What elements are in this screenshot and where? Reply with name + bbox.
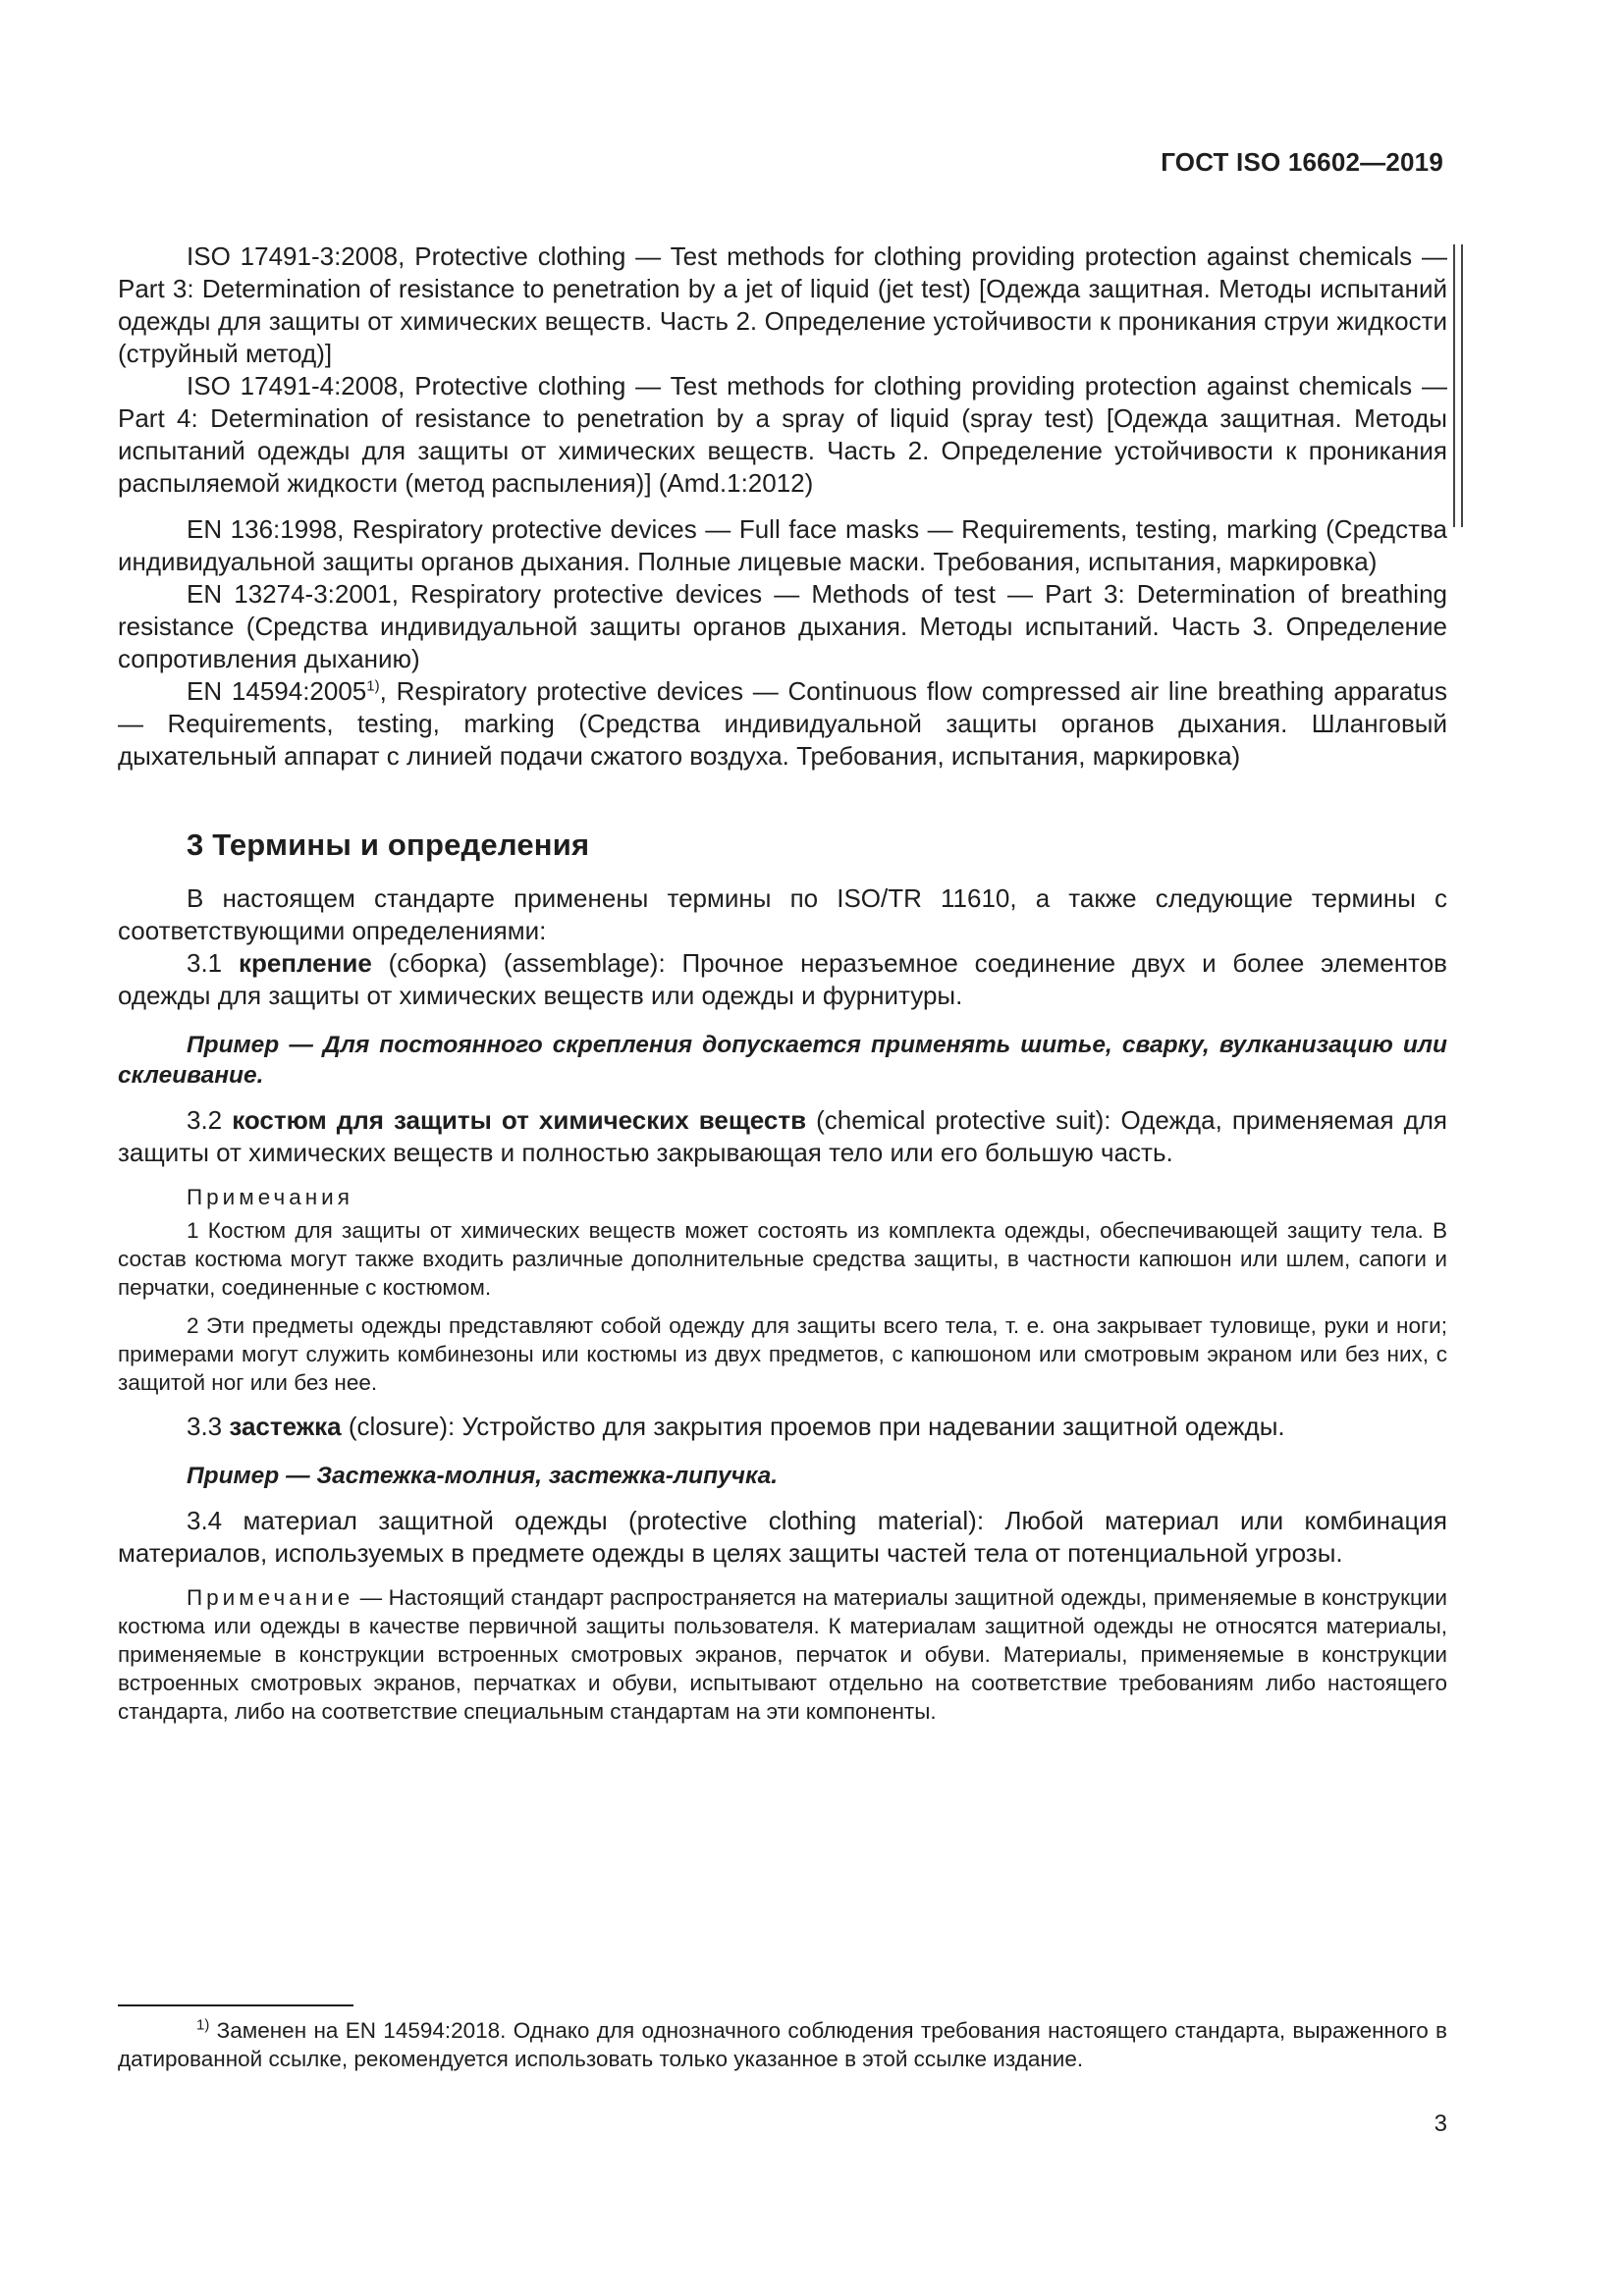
section-heading: 3 Термины и определения (187, 828, 590, 862)
note-label: Примечание (187, 1585, 354, 1610)
section-intro: В настоящем стандарте применены термины по ISO/TR 11610, а также следующие термины с соответствующими определениями: (118, 883, 1447, 945)
footnote-text: Заменен на EN 14594:2018. Однако для однозначного соблюдения требования настоящего стандарта, выраженного в датированной ссылке, рекомендуется использовать только указанное в этой ссылке издание. (118, 2018, 1447, 2071)
term-name: костюм для защиты от химических веществ (232, 1105, 807, 1135)
reference-iso-17491-3: ISO 17491-3:2008, Protective clothing — Test methods for clothing providing protection against chemicals — Part 3: Determination of resistance to penetration by a jet of liquid (jet test) [Одежда защитная. Методы испытаний одежды для защиты от химических веществ. Часть 2. Определение устойчивости к проникания струи жидкости (струйный метод)] (118, 241, 1447, 368)
note-3-4 (118, 1583, 1447, 1726)
reference-en-136: EN 136:1998, Respiratory protective devices — Full face masks — Requirements, testing, marking (Средства индивидуальной защиты органов дыхания. Полные лицевые маски. Требования, испытания, маркировка) (118, 514, 1447, 576)
page-number: 3 (1434, 2110, 1447, 2137)
footnote-separator (118, 2004, 353, 2006)
term-name: застежка (229, 1412, 342, 1441)
amended-references-block (118, 240, 1447, 500)
reference-en-13274-3: EN 13274-3:2001, Respiratory protective devices — Methods of test — Part 3: Determination of breathing resistance (Средства индивидуальной защиты органов дыхания. Методы испытаний. Часть 3. Определение сопротивления дыханию) (118, 579, 1447, 673)
term-definition: (chemical protective suit): Одежда, применяемая для защиты от химических веществ и полностью закрывающая тело или его большую часть. (118, 1105, 1447, 1167)
reference-en-14594 (118, 675, 1447, 773)
example-3-1: Пример — Для постоянного скрепления допускается применять шитье, сварку, вулканизацию или склеивание. (118, 1032, 1447, 1089)
reference-iso-17491-4: ISO 17491-4:2008, Protective clothing — Test methods for clothing providing protection against chemicals — Part 4: Determination of resistance to penetration by a spray of liquid (spray test) [Одежда защитная. Методы испытаний одежды для защиты от химических веществ. Часть 2. Определение устойчивости к проникания распыляемой жидкости (метод распыления)] (Amd.1:2012) (118, 371, 1447, 498)
term-number: 3.3 (187, 1412, 230, 1441)
term-3-2 (118, 1104, 1447, 1169)
change-bar (1453, 244, 1463, 527)
running-header: ГОСТ ISO 16602—2019 (1161, 147, 1443, 177)
page-content (118, 240, 1447, 1735)
term-3-1 (118, 947, 1447, 1012)
term-3-4: 3.4 материал защитной одежды (protective clothing material): Любой материал или комбинация материалов, используемых в предмете одежды в целях защиты частей тела от потенциальной угрозы. (118, 1506, 1447, 1568)
term-definition: (сборка) (assemblage): Прочное неразъемное соединение двух и более элементов одежды для защиты от химических веществ или одежды и фурнитуры. (118, 948, 1447, 1010)
term-3-3 (118, 1411, 1447, 1443)
footnote (118, 2016, 1447, 2073)
reference-title: , Respiratory protective devices — Continuous flow compressed air line breathing apparatus — Requirements, testing, marking (Средства индивидуальной защиты органов дыхания. Шланговый дыхательный аппарат с линией подачи сжатого воздуха. Требования, испытания, маркировка) (118, 676, 1447, 771)
footnote-ref: 1) (366, 677, 380, 695)
term-name: крепление (238, 948, 372, 978)
term-definition: (closure): Устройство для закрытия проемов при надевании защитной одежды. (341, 1412, 1285, 1441)
term-number: 3.2 (187, 1105, 233, 1135)
reference-id: EN 14594:2005 (187, 676, 367, 706)
note-text: — Настоящий стандарт распространяется на материалы защитной одежды, применяемые в конструкции костюма или одежды в качестве первичной защиты пользователя. К материалам защитной одежды не относятся материалы, применяемые в конструкции встроенных смотровых экранов, перчаток и обуви. Материалы, применяемые в конструкции встроенных смотровых экранов, перчатках и обуви, испытывают отдельно на соответствие требованиям либо настоящего стандарта, либо на соответствие специальным стандартам на эти компоненты. (118, 1585, 1447, 1724)
note-2: 2 Эти предметы одежды представляют собой одежду для защиты всего тела, т. е. она закрывает туловище, руки и ноги; примерами могут служить комбинезоны или костюмы из двух предметов, с капюшоном или смотровым экраном или без них, с защитой ног или без нее. (118, 1313, 1447, 1395)
footnote-mark: 1) (196, 2016, 210, 2034)
note-1: 1 Костюм для защиты от химических веществ может состоять из комплекта одежды, обеспечивающей защиту тела. В состав костюма могут также входить различные дополнительные средства защиты, в частности капюшон или шлем, сапоги и перчатки, соединенные с костюмом. (118, 1218, 1447, 1300)
term-number: 3.1 (187, 948, 239, 978)
notes-heading: Примечания (187, 1185, 353, 1209)
example-3-3: Пример — Застежка-молния, застежка-липучка. (187, 1463, 779, 1489)
